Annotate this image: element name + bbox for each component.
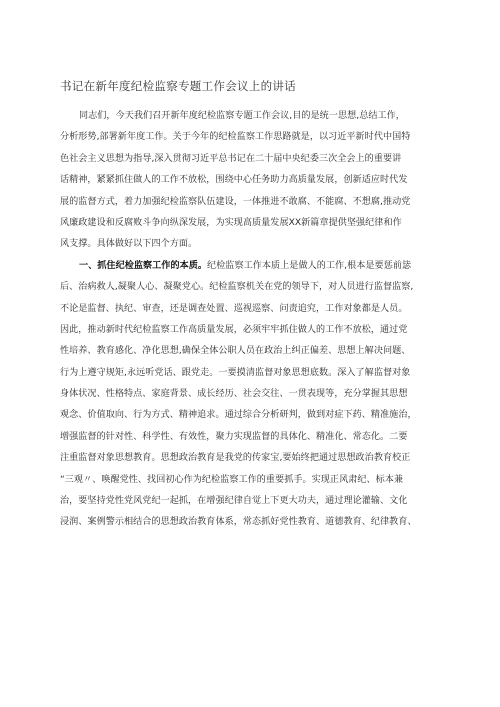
text-line: 色社会主义思想为指导,深入贯彻习近平总书记在二十届中央纪委三次全会上的重要讲 (60, 153, 402, 164)
section-heading: 一、抓住纪检监察工作的本质。 (79, 260, 208, 271)
text-line: 浸润、案例警示相结合的思想政治教育体系，常态抓好党性教育、道德教育、纪律教育、 (60, 517, 417, 528)
document-title: 书记在新年度纪检监察专题工作会议上的讲话 (60, 79, 296, 93)
text-line: 分析形势,部署新年度工作。关于今年的纪检监察工作思路就是，以习近平新时代中国特 (60, 132, 411, 143)
text-line: “三观〃、唤醒党性、找回初心作为纪检监察工作的重要抓手。实现正风肃纪、标本兼 (60, 474, 404, 485)
text-line: 行为上遵守规矩,永远听党话、跟党走。一要摸清监督对象思想底数。深入了解监督对象 (60, 367, 411, 378)
text-line: 风廉政建设和反腐败斗争向纵深发展，为实现高质量发展XX新篇章提供坚强纪律和作 (60, 217, 402, 228)
text-line: 因此，推动新时代纪检监察工作高质量发展，必须牢牢抓住做人的工作不放松，通过党 (60, 324, 408, 335)
text-line: 后、治病救人,凝聚人心、凝聚党心。纪检监察机关在党的领导下，对人员进行监督监察, (60, 282, 414, 293)
text-line: 注重监督对象思想教育。思想政治教育是我党的传家宝,要始终把通过思想政治教育校正 (60, 453, 411, 464)
section-text: 纪检监察工作本质上是做人的工作,根本是要惩前毖 (207, 260, 412, 271)
text-line: 观念、价值取向、行为方式、精神追求。通过综合分析研判，做到对症下药、精准施治， (60, 410, 417, 421)
text-line: 性培养、教育感化、净化思想,确保全体公职人员在政治上纠正偏差、思想上解决问题、 (60, 346, 411, 357)
section-heading-line (60, 256, 438, 277)
text-line: 增强监督的针对性、科学性、有效性，聚力实现监督的具体化、精准化、常态化。二要 (60, 431, 408, 442)
text-line: 展的监督方式，着力加强纪检监察队伍建设，一体推进不敢腐、不能腐、不想腐,推动党 (60, 196, 411, 207)
text-line: 治，要坚持党性党风党纪一起抓，在增强纪律自觉上下更大功夫，通过理论灌输、文化 (60, 496, 408, 507)
text-line: 身体状况、性格特点、家庭背景、成长经历、社会交往、一贯表现等，充分掌握其思想 (60, 389, 408, 400)
text-line: 风支撑。具体做好以下四个方面。 (60, 239, 198, 250)
text-line: 话精神，紧紧抓住做人的工作不放松，围绕中心任务助力高质量发展，创新适应时代发 (60, 175, 408, 186)
text-line: 同志们，今天我们召开新年度纪检监察专题工作会议,目的是统一思想,总结工作， (79, 111, 405, 121)
document-body (60, 106, 438, 534)
text-line: 不论是监督、执纪、审查，还是调查处置、巡视巡察、问责追究，工作对象都是人员。 (60, 303, 408, 314)
